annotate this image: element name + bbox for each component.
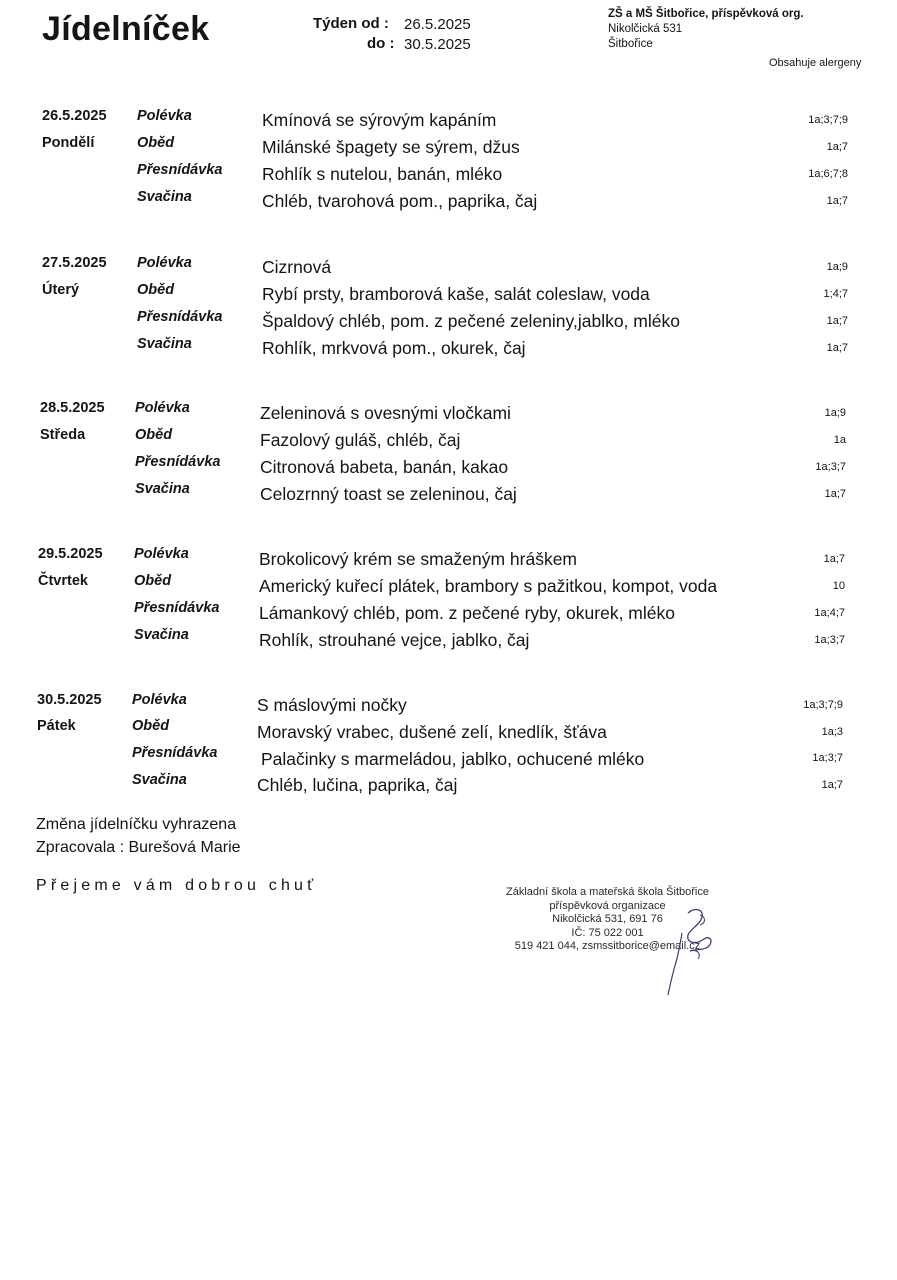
meal-type: Oběd (137, 135, 175, 151)
meal-name: Moravský vrabec, dušené zelí, knedlík, šťáva (257, 722, 607, 742)
meal-name: Citronová babeta, banán, kakao (260, 457, 509, 477)
allergen-codes: 1a;4;7 (814, 607, 845, 619)
meal-name: S máslovými nočky (257, 695, 407, 715)
meal-type: Polévka (134, 546, 189, 562)
meal-name: Lámankový chléb, pom. z pečené ryby, okurek, mléko (259, 603, 675, 623)
meal-name: Celozrnný toast se zeleninou, čaj (260, 484, 517, 504)
stamp-line: Základní škola a mateřská škola Šitbořice (506, 886, 709, 898)
day-date: 28.5.2025 (40, 400, 105, 416)
allergen-codes: 1a;3;7;9 (803, 699, 843, 711)
meal-name: Brokolicový krém se smaženým hráškem (259, 549, 577, 569)
meal-type: Polévka (132, 692, 187, 708)
allergen-codes: 1a;9 (826, 261, 848, 273)
allergen-codes: 1a;6;7;8 (808, 168, 848, 180)
org-street: Nikolčická 531 (608, 23, 683, 35)
org-name: ZŠ a MŠ Šitbořice, příspěvková org. (608, 8, 804, 20)
meal-name: Rohlík, strouhané vejce, jablko, čaj (259, 630, 530, 650)
meal-type: Polévka (137, 255, 192, 271)
allergen-codes: 1a;3;7 (815, 461, 846, 473)
meal-type: Polévka (137, 108, 192, 124)
allergen-codes: 1a (833, 434, 846, 446)
week-to-value: 30.5.2025 (404, 36, 471, 53)
stamp-line: Nikolčická 531, 691 76 (552, 913, 663, 925)
meal-name: Kmínová se sýrovým kapáním (262, 110, 497, 130)
allergen-codes: 1a;7 (826, 315, 848, 327)
meal-name: Zeleninová s ovesnými vločkami (260, 403, 511, 423)
allergen-codes: 1a;3 (821, 726, 843, 738)
stamp-line: 519 421 044, zsmssitborice@email.cz (514, 940, 701, 952)
allergen-codes: 1a;3;7 (814, 634, 845, 646)
day-name: Čtvrtek (38, 573, 88, 589)
menu-change-note: Změna jídelníčku vyhrazena (36, 816, 237, 833)
meal-type: Oběd (134, 573, 172, 589)
allergen-codes: 1a;7 (821, 779, 843, 791)
week-from-value: 26.5.2025 (404, 16, 471, 33)
closing-wish: Přejeme vám dobrou chuť (36, 877, 318, 894)
day-date: 26.5.2025 (42, 108, 107, 124)
meal-type: Přesnídávka (135, 454, 221, 470)
meal-type: Oběd (137, 282, 175, 298)
meal-type: Svačina (132, 772, 187, 788)
meal-type: Přesnídávka (137, 309, 223, 325)
meal-type: Svačina (135, 481, 190, 497)
meal-name: Rohlík s nutelou, banán, mléko (262, 164, 503, 184)
meal-name: Rybí prsty, bramborová kaše, salát coleslaw, voda (262, 284, 650, 304)
meal-name: Cizrnová (262, 257, 332, 277)
day-date: 30.5.2025 (37, 692, 102, 708)
meal-type: Přesnídávka (137, 162, 223, 178)
allergen-codes: 10 (832, 580, 845, 592)
meal-name: Palačinky s marmeládou, jablko, ochucené mléko (261, 749, 645, 769)
meal-name: Chléb, lučina, paprika, čaj (257, 775, 458, 795)
meal-type: Svačina (137, 336, 192, 352)
meal-type: Svačina (137, 189, 192, 205)
meal-type: Přesnídávka (134, 600, 220, 616)
meal-name: Milánské špagety se sýrem, džus (262, 137, 520, 157)
prepared-by: Zpracovala : Burešová Marie (36, 839, 241, 856)
meal-name: Špaldový chléb, pom. z pečené zeleniny,jablko, mléko (262, 311, 680, 331)
day-name: Pondělí (42, 135, 95, 151)
allergen-codes: 1a;7 (826, 141, 848, 153)
allergen-codes: 1a;7 (824, 488, 846, 500)
meal-name: Fazolový guláš, chléb, čaj (260, 430, 461, 450)
meal-name: Chléb, tvarohová pom., paprika, čaj (262, 191, 538, 211)
stamp-line: IČ: 75 022 001 (571, 926, 644, 939)
day-date: 29.5.2025 (38, 546, 103, 562)
meal-type: Svačina (134, 627, 189, 643)
day-date: 27.5.2025 (42, 255, 107, 271)
week-to-label: do : (367, 35, 395, 52)
allergen-codes: 1;4;7 (823, 288, 848, 300)
allergen-codes: 1a;7 (826, 195, 848, 207)
allergen-codes: 1a;3;7;9 (808, 114, 848, 126)
day-name: Pátek (37, 718, 76, 734)
allergen-codes: 1a;7 (823, 553, 845, 565)
page-title: Jídelníček (42, 10, 210, 48)
org-city: Šitbořice (608, 38, 653, 50)
meal-name: Americký kuřecí plátek, brambory s pažitkou, kompot, voda (259, 576, 718, 596)
day-name: Středa (40, 427, 86, 443)
meal-type: Oběd (132, 718, 170, 734)
meal-name: Rohlík, mrkvová pom., okurek, čaj (262, 338, 526, 358)
week-from-label: Týden od : (313, 15, 389, 32)
stamp-line: příspěvková organizace (549, 899, 666, 912)
day-name: Úterý (42, 282, 80, 298)
meal-type: Polévka (135, 400, 190, 416)
allergen-codes: 1a;7 (826, 342, 848, 354)
meal-type: Přesnídávka (132, 745, 218, 761)
allergen-codes: 1a;3;7 (812, 752, 843, 764)
signature (660, 905, 730, 1000)
allergen-codes: 1a;9 (824, 407, 846, 419)
allergens-column-label: Obsahuje alergeny (769, 57, 862, 69)
meal-type: Oběd (135, 427, 173, 443)
